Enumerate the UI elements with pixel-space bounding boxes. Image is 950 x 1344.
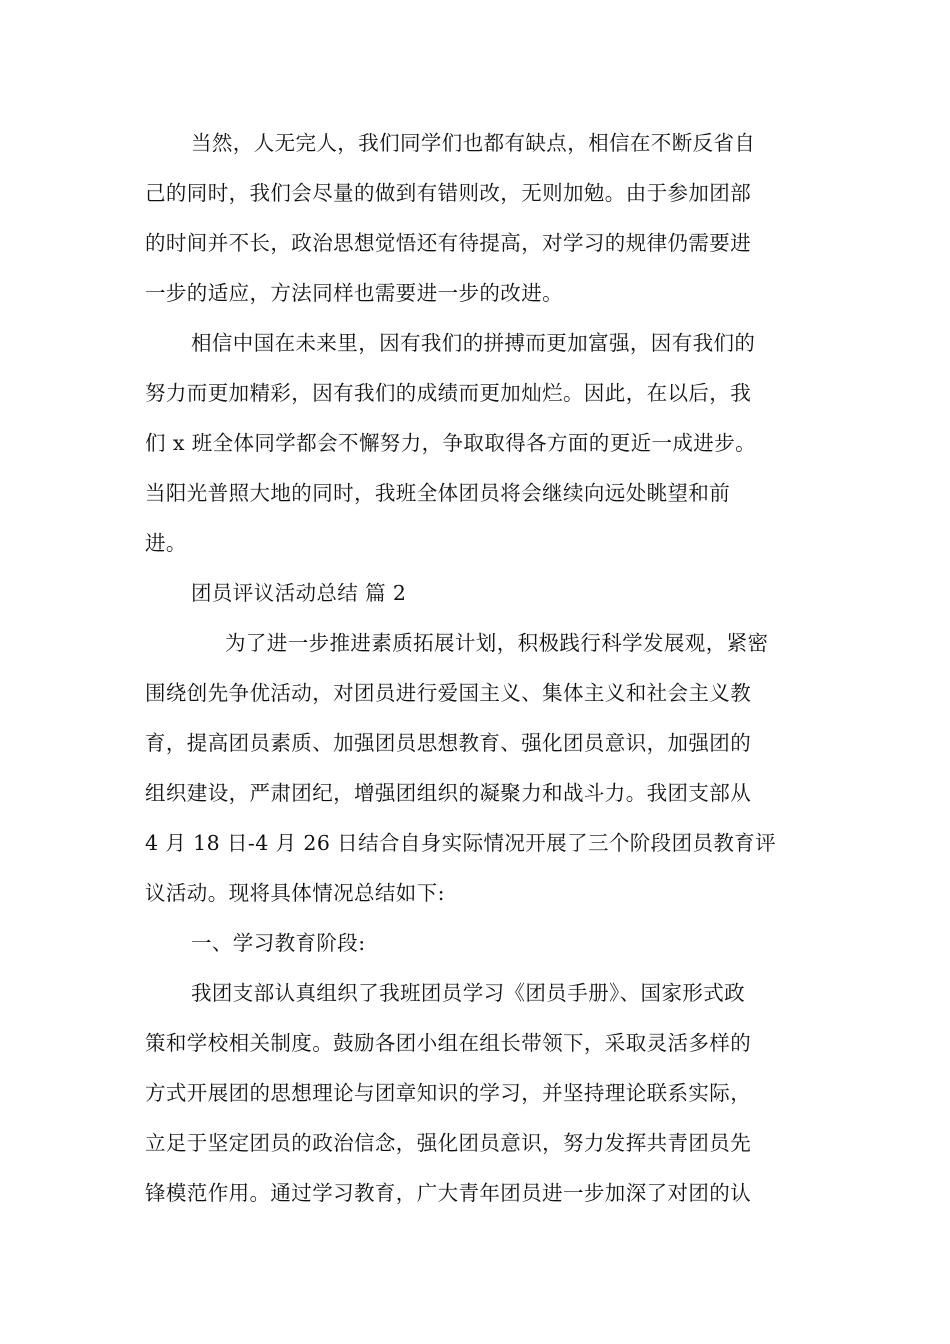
- paragraph-shortcomings: [145, 118, 805, 318]
- document-page: [145, 118, 805, 1218]
- text-line: 相信中国在未来里，因有我们的拼搏而更加富强，因有我们的: [191, 331, 756, 355]
- subheading: 一、学习教育阶段:: [191, 931, 366, 955]
- text-line: 方式开展团的思想理论与团章知识的学习，并坚持理论联系实际，: [145, 1081, 752, 1105]
- text-line: 议活动。现将具体情况总结如下:: [145, 881, 445, 905]
- text-line: 进。: [145, 531, 187, 555]
- text-line: 们 x 班全体同学都会不懈努力，争取取得各方面的更近一成进步。: [145, 431, 756, 455]
- text-line: 己的同时，我们会尽量的做到有错则改，无则加勉。由于参加团部: [145, 181, 752, 205]
- text-line: 当阳光普照大地的同时，我班全体团员将会继续向远处眺望和前: [145, 481, 731, 505]
- text-line: 的时间并不长，政治思想觉悟还有待提高，对学习的规律仍需要进: [145, 231, 752, 255]
- paragraph-intro: [145, 618, 805, 918]
- text-line: 立足于坚定团员的政治信念，强化团员意识，努力发挥共青团员先: [145, 1131, 752, 1155]
- text-line: 策和学校相关制度。鼓励各团小组在组长带领下，采取灵活多样的: [145, 1031, 752, 1055]
- paragraph-study: [145, 968, 805, 1218]
- text-line: 4 月 18 日-4 月 26 日结合自身实际情况开展了三个阶段团员教育评: [145, 831, 777, 855]
- text-line: 育，提高团员素质、加强团员思想教育、强化团员意识，加强团的: [145, 731, 752, 755]
- section-title: 团员评议活动总结 篇 2: [191, 581, 407, 605]
- text-line: 为了进一步推进素质拓展计划，积极践行科学发展观，紧密: [225, 631, 769, 655]
- text-line: 我团支部认真组织了我班团员学习《团员手册》、国家形式政: [191, 981, 746, 1005]
- text-line: 一步的适应，方法同样也需要进一步的改进。: [145, 281, 563, 305]
- paragraph-future: [145, 318, 805, 568]
- text-line: 围绕创先争优活动，对团员进行爱国主义、集体主义和社会主义教: [145, 681, 752, 705]
- text-line: 锋模范作用。通过学习教育，广大青年团员进一步加深了对团的认: [145, 1181, 752, 1205]
- text-line: 努力而更加精彩，因有我们的成绩而更加灿烂。因此，在以后，我: [145, 381, 752, 405]
- text-line: 当然，人无完人，我们同学们也都有缺点，相信在不断反省自: [191, 131, 756, 155]
- text-line: 组织建设，严肃团纪，增强团组织的凝聚力和战斗力。我团支部从: [145, 781, 752, 805]
